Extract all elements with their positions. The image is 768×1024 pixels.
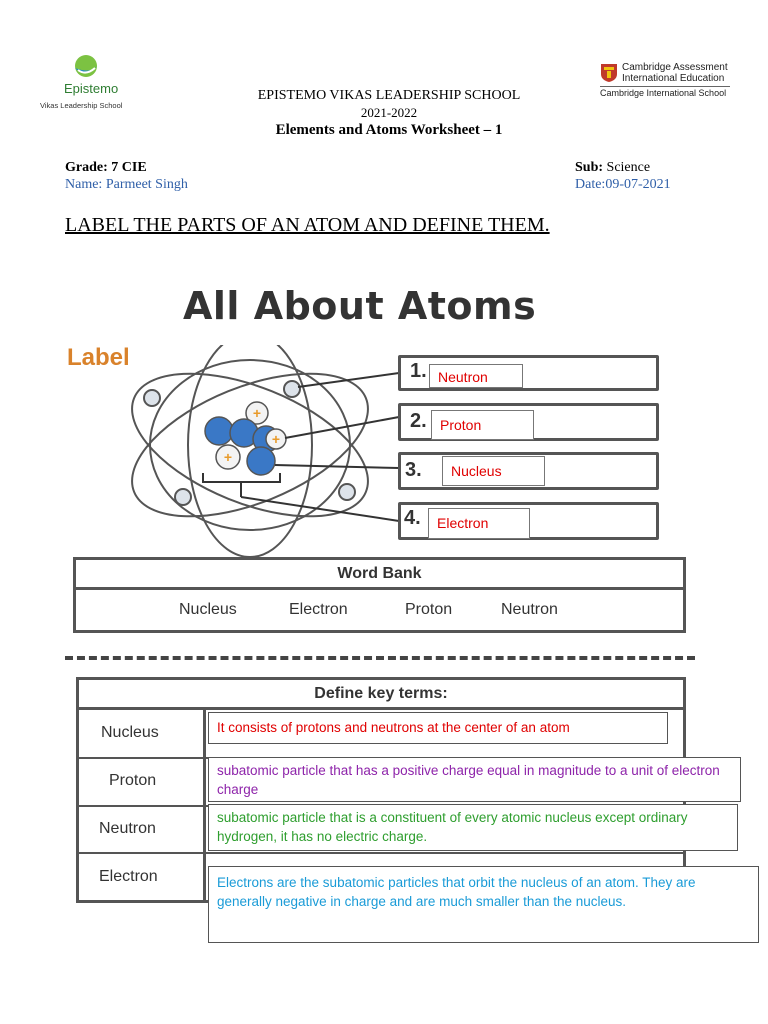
label-number-2: 2. — [410, 410, 427, 432]
pointer-line-4 — [241, 497, 399, 521]
cambridge-line-3: Cambridge International School — [600, 88, 727, 98]
word-bank-divider — [76, 587, 683, 590]
cambridge-logo — [600, 62, 740, 102]
answer-field-2[interactable]: Proton — [431, 410, 534, 440]
grade-field: Grade: 7 CIE — [65, 160, 147, 175]
electron-dot-4 — [175, 489, 191, 505]
electron-dot-3 — [339, 484, 355, 500]
neutron-4 — [247, 447, 275, 475]
term-neutron: Neutron — [99, 820, 156, 837]
definition-nucleus[interactable]: It consists of protons and neutrons at the center of an atom — [208, 712, 668, 744]
cambridge-divider — [600, 86, 730, 87]
pointer-line-3 — [275, 465, 399, 468]
word-bank-word-2: Electron — [289, 601, 348, 618]
term-nucleus: Nucleus — [101, 724, 159, 741]
cambridge-line-1: Cambridge Assessment — [622, 62, 728, 73]
label-number-3: 3. — [405, 459, 422, 481]
plus-sign-3: + — [223, 449, 233, 465]
school-name: EPISTEMO VIKAS LEADERSHIP SCHOOL — [257, 88, 521, 103]
label-number-4: 4. — [404, 507, 421, 529]
epistemo-logo-subtitle: Vikas Leadership School — [40, 101, 123, 110]
neutron-1 — [205, 417, 233, 445]
electron-dot-2 — [284, 381, 300, 397]
worksheet-title: Elements and Atoms Worksheet – 1 — [275, 122, 503, 138]
define-title-row — [79, 680, 683, 710]
plus-sign-2: + — [271, 431, 281, 447]
date-field: Date:09-07-2021 — [575, 177, 671, 192]
academic-year: 2021-2022 — [360, 105, 418, 120]
answer-field-4[interactable]: Electron — [428, 508, 530, 539]
orbit-3 — [188, 345, 312, 557]
answer-field-1[interactable]: Neutron — [429, 364, 523, 388]
instruction-heading: LABEL THE PARTS OF AN ATOM AND DEFINE THEM. — [65, 214, 550, 236]
word-bank — [73, 557, 686, 633]
definition-neutron[interactable]: subatomic particle that is a constituent of every atomic nucleus except ordinary hydrogen, it has no electric charge. — [208, 804, 738, 851]
word-bank-word-3: Proton — [405, 601, 453, 618]
term-electron: Electron — [99, 868, 158, 885]
subject-label: Sub: — [575, 160, 604, 175]
atom-diagram — [110, 345, 410, 575]
word-bank-title: Word Bank — [337, 565, 422, 582]
epistemo-logo-name: Epistemo — [64, 81, 119, 96]
student-name-field: Name: Parmeet Singh — [65, 177, 188, 192]
row-divider-3 — [79, 852, 683, 854]
definition-proton[interactable]: subatomic particle that has a positive charge equal in magnitude to a unit of electron charge — [208, 757, 741, 802]
subject-field — [575, 160, 650, 176]
word-bank-word-4: Neutron — [501, 601, 558, 618]
cambridge-shield-icon — [600, 63, 618, 83]
dashed-separator — [65, 656, 695, 660]
label-tag: Label — [67, 344, 130, 371]
electron-dot-1 — [144, 390, 160, 406]
plus-sign-1: + — [252, 405, 262, 421]
define-key-terms-title: Define key terms: — [314, 685, 448, 702]
label-number-1: 1. — [410, 360, 427, 382]
all-about-atoms-title: All About Atoms — [183, 284, 537, 328]
answer-field-3[interactable]: Nucleus — [442, 456, 545, 486]
definition-electron[interactable]: Electrons are the subatomic particles that orbit the nucleus of an atom. They are generally negative in charge and are much smaller than the nucleus. — [208, 866, 759, 943]
term-proton: Proton — [109, 772, 157, 789]
word-bank-word-1: Nucleus — [179, 601, 237, 618]
subject-value: Science — [603, 160, 651, 175]
cambridge-line-2: International Education — [622, 73, 725, 84]
